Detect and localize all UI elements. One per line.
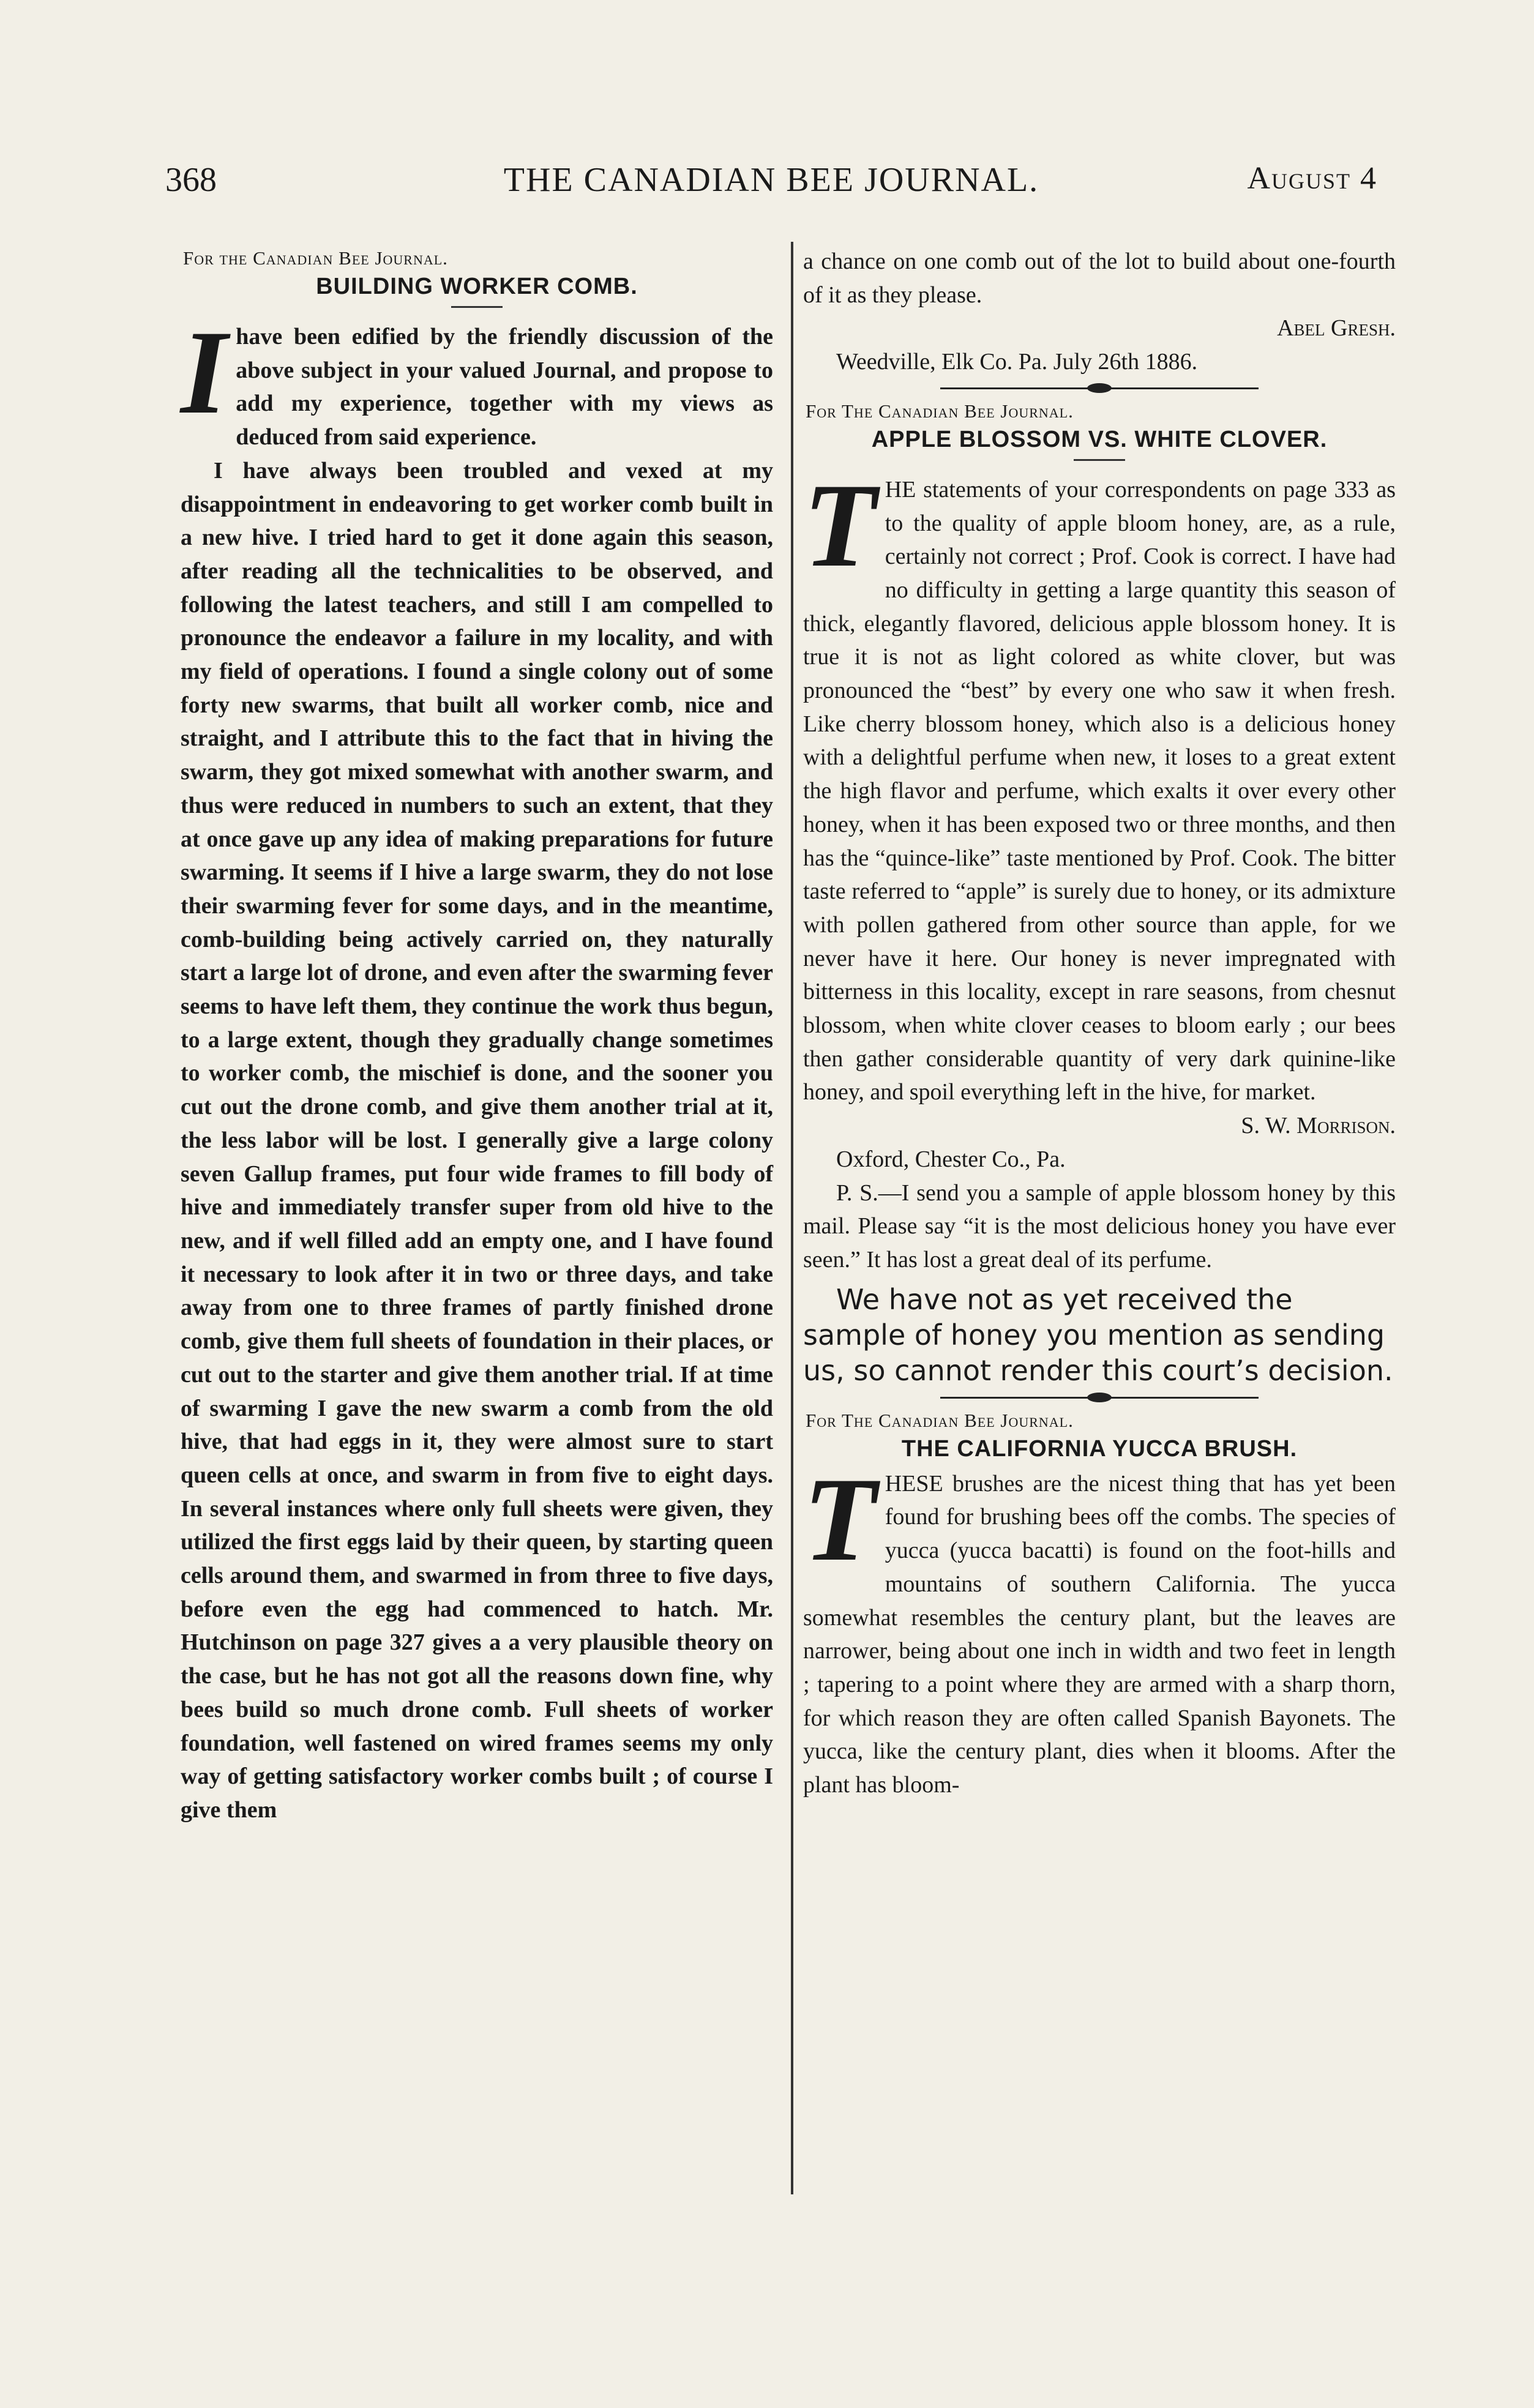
editor-note: We have not as yet received the sample of honey you mention as sending us, so cannot render this court’s decision. [803, 1282, 1393, 1387]
dateline: Oxford, Chester Co., Pa. [836, 1146, 1066, 1172]
journal-title: THE CANADIAN BEE JOURNAL. [503, 161, 1039, 199]
right-column [803, 245, 1396, 1802]
continued-text: a chance on one comb out of the lot to build about one-fourth of it as they please. [803, 249, 1396, 308]
drop-cap: T [803, 1453, 877, 1586]
ornamental-divider [940, 387, 1259, 389]
article-title: APPLE BLOSSOM VS. WHITE CLOVER. [871, 426, 1328, 452]
article-title: THE CALIFORNIA YUCCA BRUSH. [901, 1435, 1298, 1462]
for-line: For The Canadian Bee Journal. [806, 400, 1074, 422]
ornamental-divider [940, 1397, 1259, 1399]
author-signature: Abel Gresh. [1277, 315, 1396, 342]
article-paragraph: THE statements of your correspondents on page 333 as to the quality of apple bloom honey, are, as a rule, certainly not correct ; Prof. Cook is correct. I have had no difficulty in getting a large quantity this season of thick, elegantly flavored, delicious apple blossom honey. It is true it is not as light colored as white clover, but was pronounced the “best” by every one who saw it when fresh. Like cherry blossom honey, which also is a delicious honey with a delightful perfume when new, it loses to a great extent the high flavor and perfume, which exalts it over every other honey, when it has been exposed two or three months, and then has the “quince-like” taste mentioned by Prof. Cook. The bitter taste referred to “apple” is surely due to honey, or its admixture with pollen gathered from other source than apple, for we never have it here. Our honey is never impregnated with bitterness in this locality, except in rare seasons, from chesnut blossom, when white clover ceases to bloom early ; our bees then gather considerable quantity of very dark quinine-like honey, and spoil everything left in the hive, for market. [803, 458, 1396, 1105]
postscript: P. S.—I send you a sample of apple blossom honey by this mail. Please say “it is the most delicious honey you have ever seen.” It has lost a great deal of its perfume. [803, 1180, 1396, 1273]
dateline: Weedville, Elk Co. Pa. July 26th 1886. [836, 349, 1198, 375]
issue-date: August 4 [1247, 161, 1377, 196]
page-number: 368 [165, 161, 217, 199]
left-column [181, 245, 773, 1827]
author-signature: S. W. Morrison. [1241, 1113, 1396, 1139]
column-divider [791, 242, 793, 2194]
page-header [165, 160, 1377, 209]
article-paragraph: Ihave been edified by the friendly discussion of the above subject in your valued Journal, and propose to add my experience, together with my views as deduced from said experience. [181, 306, 773, 451]
article-paragraph: THESE brushes are the nicest thing that has yet been found for brushing bees off the combs. The species of yucca (yucca bacatti) is found on the foot-hills and mountains of southern California. The yucca somewhat resembles the century plant, but the leaves are narrower, being about one inch in width and two feet in length ; tapering to a point where they are armed with a sharp thorn, for which reason they are often called Spanish Bayonets. The yucca, like the century plant, dies when it blooms. After the plant has bloom- [803, 1453, 1396, 1798]
article-title: BUILDING WORKER COMB. [316, 274, 638, 299]
for-line: For The Canadian Bee Journal. [806, 1409, 1074, 1431]
title-rule [1074, 459, 1125, 461]
for-line: For the Canadian Bee Journal. [183, 247, 448, 269]
article-paragraph: I have always been troubled and vexed at my disappointment in endeavoring to get worker comb built in a new hive. I tried hard to get it done again this season, after reading all the technicalities to be observed, and following the latest teachers, and still I am compelled to pronounce the endeavor a failure in my locality, and with my field of operations. I found a single colony out of some forty new swarms, that built all worker comb, nice and straight, and I attribute this to the fact that in hiving the swarm, they got mixed somewhat with another swarm, and thus were reduced in numbers to such an extent, that they at once gave up any idea of making preparations for future swarming. It seems if I hive a large swarm, they do not lose their swarming fever for some days, and in the meantime, comb-building being actively carried on, they naturally start a large lot of drone, and even after the swarming fever seems to have left them, they continue the work thus begun, to a large extent, though they gradually change sometimes to worker comb, the mischief is done, and the sooner you cut out the drone comb, and give them another trial at it, the less labor will be lost. I generally give a large colony seven Gallup frames, put four wide frames to fill body of hive and immediately transfer super from old hive to the new, and if well filled add an empty one, and I have found it necessary to look after it in two or three days, and take away from one to three frames of partly finished drone comb, give them full sheets of foundation in their places, or cut out to the starter and give them another trial. If at time of swarming I gave the new swarm a comb from the old hive, that had eggs in it, they were almost sure to start queen cells at once, and swarm in from five to eight days. In several instances where only full sheets were given, they utilized the first eggs laid by their queen, by starting queen cells around them, and swarmed in from three to five days, before even the egg had commenced to hatch. Mr. Hutchinson on page 327 gives a a very plausible theory on the case, but he has not got all the reasons down fine, why bees build so much drone comb. Full sheets of worker foundation, well fastened on wired frames seems my only way of getting satisfactory worker combs built ; of course I give them [181, 457, 773, 1823]
drop-cap: I [181, 306, 228, 439]
drop-cap: T [803, 458, 877, 592]
title-rule [451, 306, 503, 308]
